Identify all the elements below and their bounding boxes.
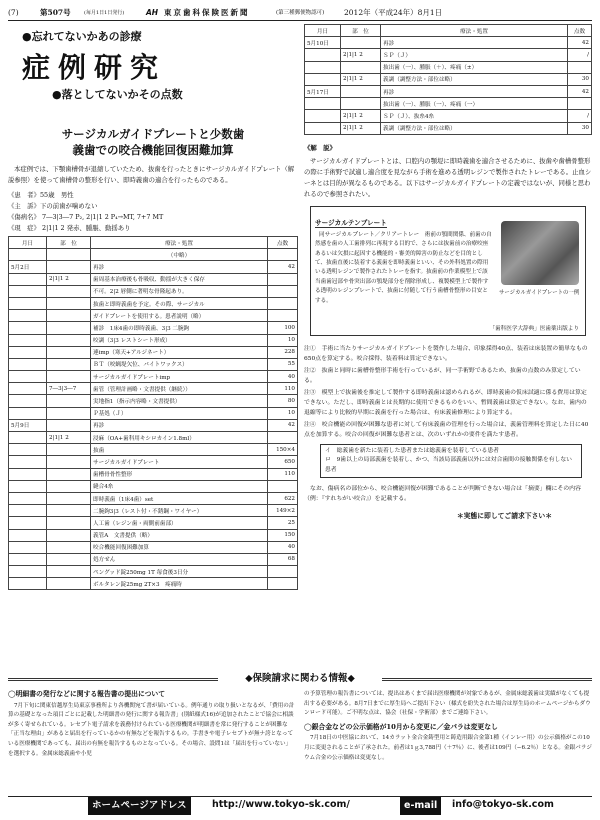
cell-procedure: 歯管（管理計画略・文書提供（継続））	[91, 383, 268, 395]
topic-1-text: 7月下旬に関東信越厚生局東京事務所より各機関宛て書が届いている。例年通りの取り扱いとなるが、「費用の計算の基礎となった項目ごとに記載した明細書の発行に関する報告書」(別紙様式16)が追加されたことで協会に相談が多く寄せられている。レセプト電子請求を義務付けられている医療機関が明細書を常に発行することが困難な「正当な理由」があると届出を行っているかの有無などを報告するもの。手書きや電子レセプトが無ナ誇となっている医療機関であっても、届出の有無を報告するものとなっている。その場合、設問1は「届出を行っていない」を選択する。金属床総義歯や小児	[8, 702, 295, 757]
cell-date	[9, 371, 47, 383]
cell-procedure: 即時義歯（1床4歯）set	[91, 492, 268, 504]
note-item: 注② 抜歯と同時に歯槽骨整形手術を行っているが、同一手術野であるため、抜歯の点数のみ算定している。	[304, 367, 581, 384]
cell-site	[47, 261, 91, 273]
treatment-table	[8, 236, 298, 590]
cell-points: 42	[268, 419, 298, 431]
cell-date	[9, 322, 47, 334]
guide-plate-photo	[501, 221, 579, 285]
cell-site	[47, 310, 91, 322]
table-row	[305, 122, 592, 134]
table-row	[9, 553, 298, 565]
cell-site	[341, 37, 381, 49]
requirement-item: イ 総義歯を新たに装着した患者または総義歯を装着している患者	[325, 447, 499, 454]
article-heading-1: サージカルガイドプレートと少数歯	[61, 127, 245, 141]
cell-points	[268, 578, 298, 590]
patient-value: 7―3|3―7 P₂, 2|1|1 2 P₄→MT, 7+7 MT	[42, 213, 164, 221]
table-row	[9, 395, 298, 407]
footer-bar	[8, 796, 592, 813]
cell-date	[9, 566, 47, 578]
col-header-date: 月日	[9, 237, 47, 249]
newspaper-title: 東京歯科保険医新聞	[164, 8, 250, 17]
patient-value: 2|1|1 2 発赤、腫脹、動揺あり	[42, 224, 131, 232]
table-row	[305, 85, 592, 97]
table-row	[305, 61, 592, 73]
cell-site	[47, 529, 91, 541]
right-column	[304, 24, 592, 520]
cell-date	[305, 73, 341, 85]
cell-points: 10	[268, 334, 298, 346]
column-banner	[8, 28, 298, 126]
info-topic-1	[8, 690, 296, 759]
cell-procedure: 連imp（寒天+アルジネート）	[91, 346, 268, 358]
table-row	[9, 456, 298, 468]
closing-text: なお、傷病名の部位から、咬合機能回復が困難であることが判断できない場合は「摘要」欄にその内容（例：『すれちがい咬合』）を記載する。	[304, 486, 581, 503]
cell-date	[9, 529, 47, 541]
cell-points: 622	[268, 492, 298, 504]
cell-site	[341, 98, 381, 110]
cell-date	[9, 358, 47, 370]
cell-date	[305, 61, 341, 73]
cell-procedure: 抜歯と即時義歯を予定。その際、サージカル	[91, 297, 268, 309]
cell-site: 2|1|1 2	[341, 122, 381, 134]
cell-points	[268, 297, 298, 309]
cell-points	[268, 249, 298, 261]
cell-site	[47, 322, 91, 334]
cell-procedure: （中略）	[91, 249, 268, 261]
table-header-row	[305, 25, 592, 37]
col-header-points: 点数	[568, 25, 592, 37]
col-header-procedure: 療法・処置	[91, 237, 268, 249]
table-row	[9, 285, 298, 297]
cell-site	[47, 419, 91, 431]
email-label: e-mail	[400, 797, 441, 815]
info-topic-2	[304, 690, 592, 763]
cell-date	[9, 578, 47, 590]
topic-2-text: 7月18日の中医協において、14カラット金合金鋳型用と鋳造用銀合金第1種（インレー用）の公示価格がこの10月に変更されることが了承された。前者は1ｇ3,788円（＋7％）に、後者は109円（−6.2％）となる。金銀パラジウム合金の公示価格は変更なし。	[304, 735, 592, 761]
banner-title: 症例研究	[22, 51, 167, 84]
postal-approval: (第三種郵便物認可)	[276, 10, 325, 16]
page-number: (7)	[8, 8, 19, 17]
cell-points: 10	[268, 407, 298, 419]
definition-box	[310, 206, 586, 336]
cell-date: 5月17日	[305, 85, 341, 97]
cell-procedure: ＳＰ（Ｊ）、抜糸4糸	[381, 110, 568, 122]
table-row	[9, 529, 298, 541]
table-row	[9, 419, 298, 431]
cell-procedure: 再診	[381, 85, 568, 97]
cell-procedure: 義調（調整方法・部位は略）	[381, 122, 568, 134]
banner-line-top: ●忘れてないかあの診療	[22, 30, 142, 43]
cell-procedure: 実地指1（指示内容略・文書提供）	[91, 395, 268, 407]
banner-line-bottom: ●落としてないかその点数	[52, 88, 183, 101]
cell-date	[305, 122, 341, 134]
note-item: 注④ 咬合機能の回復が困難な患者に対して有床義歯の管理を行った場合は、義歯管理料を算定した日に40点を加算する。咬合の回復が困難な患者とは、次のいずれかの要件を満たす患者。	[304, 421, 589, 438]
homepage-label: ホームページアドレス	[88, 797, 191, 815]
cell-procedure: 処方せん	[91, 553, 268, 565]
cell-date	[305, 98, 341, 110]
commentary-text: サージカルガイドプレートとは、口腔内の顎堤に即時義歯を適合させるために、抜歯や歯槽骨整形の際に手術野で試適し適合度を見ながら手術を進める透明レジンで製作されたトレーである。止血シーネとは目的が異なるものである。以下はサージカルガイドプレートの定義ではないが、同様と思われるので参照されたい。	[304, 156, 592, 198]
cell-date	[9, 395, 47, 407]
cell-site	[47, 468, 91, 480]
cell-points: 80	[268, 395, 298, 407]
cell-procedure: 咬調（3|3 レストシート形成）	[91, 334, 268, 346]
table-row	[9, 358, 298, 370]
cell-points: 25	[268, 517, 298, 529]
definition-text: 同サージカルプレート／クリアートレー 術前の顎間関係、前歯の自然感を歯の人工歯排列に再現する目的で、さらには抜歯前の治療咬座あるいは欠損に起因する機能的・審美的障害の防止などを目的として、抜歯直後に装着する義歯を即時義歯といい、その外科処置の際用いる透明レジンで製作されたトレーを指す。抜歯前の作業模型上で該当歯歯冠部や骨突出部の顎堤部分を削除形成し、複製模型上で製作する透明のレジンプレートで、抜歯に付随して行う歯槽骨整形の目安とする。	[315, 231, 492, 304]
cell-date	[9, 553, 47, 565]
cell-date: 5月9日	[9, 419, 47, 431]
cell-points: 110	[268, 383, 298, 395]
newspaper-logo: AH	[146, 8, 159, 17]
cell-procedure: 縫合4糸	[91, 480, 268, 492]
cell-points	[268, 480, 298, 492]
table-row	[9, 322, 298, 334]
cell-procedure: サージカルガイドプレートimp	[91, 371, 268, 383]
cell-procedure: 再診	[91, 419, 268, 431]
patient-info	[8, 190, 298, 236]
stamp-note: ＊実態に即してご請求下さい＊	[456, 512, 552, 521]
cell-site	[47, 334, 91, 346]
cell-site	[47, 505, 91, 517]
col-header-procedure: 療法・処置	[381, 25, 568, 37]
patient-row	[8, 212, 298, 223]
patient-label: 《傷病名》	[8, 213, 40, 221]
table-row	[9, 480, 298, 492]
cell-date	[9, 541, 47, 553]
cell-site	[47, 566, 91, 578]
cell-points: 650	[268, 456, 298, 468]
table-row	[9, 346, 298, 358]
cell-date	[305, 110, 341, 122]
cell-date	[9, 285, 47, 297]
cell-points: 40	[268, 371, 298, 383]
cell-site: 2|1|1 2	[341, 110, 381, 122]
cell-site: 7―3|3―7	[47, 383, 91, 395]
table-row	[9, 407, 298, 419]
cell-site: 2|1|1 2	[341, 49, 381, 61]
cell-date	[9, 432, 47, 444]
table-row	[9, 297, 298, 309]
table-row	[9, 261, 298, 273]
cell-site	[47, 492, 91, 504]
cell-date	[9, 334, 47, 346]
cell-points	[268, 432, 298, 444]
cell-points: 100	[268, 322, 298, 334]
table-row	[9, 371, 298, 383]
cell-date	[9, 297, 47, 309]
cell-site	[47, 285, 91, 297]
article-intro: 本症例では、下顎歯槽骨が退縮していたため、抜歯を行ったときにサージカルガイドプレート（解説参照）を使って歯槽骨の整形を行い、即時義歯の適合を行ったものである。	[8, 165, 295, 184]
photo-caption: サージカルガイドプレートの一例	[499, 289, 580, 296]
cell-procedure: 浸麻（OA+歯科用キシロカイン1.8ml）	[91, 432, 268, 444]
cell-points: 40	[268, 541, 298, 553]
cell-date	[9, 456, 47, 468]
cell-procedure: ガイドプレートを使用する。患者説明（略）	[91, 310, 268, 322]
table-row	[9, 517, 298, 529]
article-heading-2: 義歯での咬合機能回復困難加算	[72, 143, 234, 157]
cell-points: /	[568, 49, 592, 61]
patient-row	[8, 201, 298, 212]
table-row	[9, 492, 298, 504]
table-row	[305, 73, 592, 85]
cell-site	[47, 249, 91, 261]
cell-points: 30	[568, 73, 592, 85]
issue-number: 第507号	[40, 8, 71, 17]
topic-2-title: ◯銀合金などの公示価格が10月から変更に／金パラは変更なし	[304, 722, 498, 731]
cell-date: 5月10日	[305, 37, 341, 49]
requirements-box	[320, 444, 582, 479]
cell-site	[47, 297, 91, 309]
cell-date	[9, 273, 47, 285]
cell-date	[9, 480, 47, 492]
cell-procedure: ペングッド錠250mg 1T 毎食後3日分	[91, 566, 268, 578]
cell-site: 2|1|1 2	[341, 73, 381, 85]
email-link[interactable]: info@tokyo-sk.com	[452, 799, 554, 810]
left-column	[8, 24, 298, 590]
table-row	[9, 249, 298, 261]
table-row	[305, 110, 592, 122]
cell-site	[47, 578, 91, 590]
cell-points	[268, 273, 298, 285]
table-row	[9, 444, 298, 456]
cell-date	[9, 517, 47, 529]
patient-row	[8, 190, 298, 201]
cell-date: 5月2日	[9, 261, 47, 273]
cell-site	[47, 444, 91, 456]
cell-site	[47, 371, 91, 383]
table-row	[9, 468, 298, 480]
cell-date	[9, 468, 47, 480]
cell-date	[305, 49, 341, 61]
cell-procedure: ＳＰ（Ｊ）	[381, 49, 568, 61]
col-header-date: 月日	[305, 25, 341, 37]
table-row	[9, 505, 298, 517]
cell-points	[268, 566, 298, 578]
topic-1-title: ◯明細書の発行などに関する報告書の提出について	[8, 690, 166, 698]
cell-site	[341, 61, 381, 73]
issue-date: 2012年（平成24年）8月1日	[344, 8, 443, 17]
cell-points: /	[568, 110, 592, 122]
cell-date	[9, 505, 47, 517]
cell-procedure: ボルタレン錠25mg 2T×3 疼痛時	[91, 578, 268, 590]
cell-procedure: 義管A 文書提供（略）	[91, 529, 268, 541]
requirement-item: ロ 9歯以上の局部義歯を装着し、かつ、当該局部義歯以外には対合歯間の接触関係を有しない患者	[325, 457, 572, 473]
table-row	[9, 432, 298, 444]
table-row	[305, 98, 592, 110]
patient-label: 《患 者》55歳 男性	[8, 191, 74, 199]
table-row	[305, 49, 592, 61]
cell-site: 2|1|1 2	[47, 432, 91, 444]
table-row	[9, 541, 298, 553]
cell-site	[47, 407, 91, 419]
patient-label: 《主 訴》下の前歯が噛めない	[8, 202, 98, 210]
cell-site	[47, 358, 91, 370]
cell-procedure: 抜出歯（一）、腫脹（＋）、疼痛（±）	[381, 61, 568, 73]
cell-points: 42	[568, 85, 592, 97]
publish-schedule: (毎月1日1日発行)	[84, 10, 125, 16]
cell-points: 228	[268, 346, 298, 358]
cell-points: 110	[268, 468, 298, 480]
cell-procedure: サージカルガイドプレート	[91, 456, 268, 468]
cell-site	[47, 395, 91, 407]
cell-site	[47, 346, 91, 358]
cell-procedure: 抜出歯（一）、腫脹（一）、疼痛（一）	[381, 98, 568, 110]
patient-row	[8, 223, 298, 234]
table-row	[9, 578, 298, 590]
cell-procedure: ＢＴ（咬蝋堤欠位、バイトワックス）	[91, 358, 268, 370]
table-row	[9, 334, 298, 346]
definition-title: サージカルテンプレート	[315, 218, 387, 227]
cell-procedure: 人工歯（レジン歯・両側前歯部）	[91, 517, 268, 529]
cell-procedure: 不可。2|2 唇側に著明な骨隆起あり。	[91, 285, 268, 297]
cell-procedure: Ｐ基処（Ｊ）	[91, 407, 268, 419]
cell-procedure: 咬合機能回復困難加算	[91, 541, 268, 553]
page-header	[8, 6, 592, 21]
note-item: 注③ 模型上で抜歯後を推定して製作する即時義歯は認められるが、即時義歯の仮床試適に係る費用は算定できない。ただし、即時義歯とは長期的に使用できるものをいい、暫間義歯は算定できない。なお、歯内の退縮等により比較的早期に義歯を行った場合は、有床義歯修理により算定する。	[304, 389, 587, 416]
cell-date	[9, 492, 47, 504]
definition-source: 「歯科医学大辞典」医歯薬出版より	[489, 325, 579, 332]
cell-procedure: 再診	[91, 261, 268, 273]
table-header-row	[9, 237, 298, 249]
cell-procedure: 歯周基本治療後も骨吸収、動揺が大きく保存	[91, 273, 268, 285]
cell-points	[268, 310, 298, 322]
cell-procedure: 再診	[381, 37, 568, 49]
cell-procedure: 抜歯	[91, 444, 268, 456]
cell-site	[341, 85, 381, 97]
cell-date	[9, 249, 47, 261]
cell-date	[9, 444, 47, 456]
table-row	[9, 566, 298, 578]
cell-date	[9, 383, 47, 395]
cell-date	[9, 407, 47, 419]
cell-date	[9, 310, 47, 322]
cell-points: 150	[268, 529, 298, 541]
cell-procedure: 義調（調整方法・部位は略）	[381, 73, 568, 85]
cell-site	[47, 480, 91, 492]
col-header-points: 点数	[268, 237, 298, 249]
cell-site: 2|1|1 2	[47, 273, 91, 285]
cell-site	[47, 541, 91, 553]
cell-points	[268, 285, 298, 297]
cell-points: 42	[568, 37, 592, 49]
table-row	[9, 273, 298, 285]
cell-points: 68	[268, 553, 298, 565]
col-header-site: 部 位	[341, 25, 381, 37]
patient-label: 《現 症》	[8, 224, 40, 232]
cell-site	[47, 517, 91, 529]
homepage-link[interactable]: http://www.tokyo-sk.com/	[212, 799, 350, 810]
cell-points: 42	[268, 261, 298, 273]
cell-points: 150×4	[268, 444, 298, 456]
table-row	[305, 37, 592, 49]
note-item: 注① 手術に当たりサージカルガイドプレートを製作した場合、印象採得40点、装着は床装置の簡単なもの650点を算定する。咬合採得、装着料は算定できない。	[304, 345, 588, 362]
cell-points: 30	[568, 122, 592, 134]
cell-procedure: 補診 1床4歯の即時義歯、3|3 二腕鉤	[91, 322, 268, 334]
topic-1-continued: の予算管理の報告書については、提出はあくまで届出医療機関が対象であるが、金属床総義歯は実績がなくても提出する必要がある。8月7日までに厚生局へご提出下さい（様式を紛失された場合は厚生局のホームページからダウンロード可能）。ご不明な点は、協会（社保・学術部）までご連絡下さい。	[304, 691, 591, 717]
cell-procedure: 歯槽骨骨性整形	[91, 468, 268, 480]
cell-site	[47, 456, 91, 468]
cell-procedure: 二腕鉤3|3（レスト付・不銹鋼・ワイヤー）	[91, 505, 268, 517]
cell-site	[47, 553, 91, 565]
cell-points	[568, 61, 592, 73]
table-row	[9, 310, 298, 322]
notes-list	[304, 344, 592, 440]
col-header-site: 部 位	[47, 237, 91, 249]
cell-points: 149×2	[268, 505, 298, 517]
table-row	[9, 383, 298, 395]
commentary-heading: 《解 説》	[304, 143, 336, 152]
cell-points	[568, 98, 592, 110]
followup-table	[304, 24, 592, 135]
cell-date	[9, 346, 47, 358]
info-section-title: ◆保険請求に関わる情報◆	[8, 672, 592, 686]
cell-points: 55	[268, 358, 298, 370]
